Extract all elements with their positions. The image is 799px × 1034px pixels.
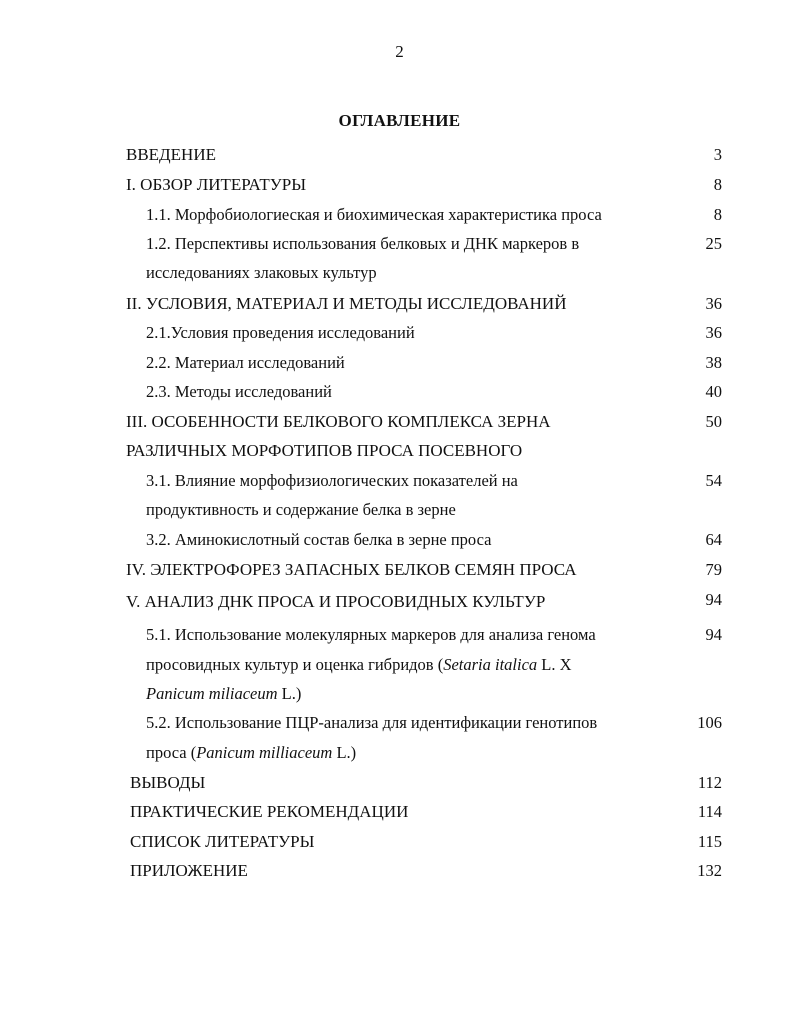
toc-entry-5-2-line1: 5.2. Использование ПЦР-анализа для идентификации генотипов	[146, 713, 598, 732]
toc-entry-recommendations: ПРАКТИЧЕСКИЕ РЕКОМЕНДАЦИИ	[130, 802, 409, 821]
toc-entry-chapter-3-line1: III. ОСОБЕННОСТИ БЕЛКОВОГО КОМПЛЕКСА ЗЕРНА	[126, 412, 551, 431]
toc-entry-3-1-line2: продуктивность и содержание белка в зерне	[146, 500, 456, 519]
toc-entry-3-1-line1: 3.1. Влияние морфофизиологических показателей на	[146, 471, 518, 490]
toc-entry-5-1-line1: 5.1. Использование молекулярных маркеров для анализа генома	[146, 625, 596, 644]
toc-entry-chapter-1: I. ОБЗОР ЛИТЕРАТУРЫ	[126, 175, 307, 194]
toc-page: 64	[705, 530, 722, 549]
toc-page: 94	[705, 590, 722, 609]
toc-page: 38	[705, 353, 722, 372]
toc-entry-5-1-line2: просовидных культур и оценка гибридов (Setaria italica L. X	[146, 655, 572, 674]
toc-page: 114	[697, 802, 722, 821]
toc-entry-chapter-4: IV. ЭЛЕКТРОФОРЕЗ ЗАПАСНЫХ БЕЛКОВ СЕМЯН ПРОСА	[126, 560, 577, 579]
toc-entry-2-1: 2.1.Условия проведения исследований	[146, 323, 415, 342]
toc-page: 8	[713, 205, 722, 224]
toc-page: 40	[705, 382, 722, 401]
toc-entry-3-2: 3.2. Аминокислотный состав белка в зерне проса	[146, 530, 492, 549]
toc-title: ОГЛАВЛЕНИЕ	[338, 111, 461, 130]
toc-entry-1-2-line1: 1.2. Перспективы использования белковых и ДНК маркеров в	[146, 234, 580, 253]
toc-entry-1-2-line2: исследованиях злаковых культур	[146, 263, 377, 282]
toc-entry-5-1-line3: Panicum miliaceum L.)	[146, 684, 302, 703]
toc-entry-chapter-5: V. АНАЛИЗ ДНК ПРОСА И ПРОСОВИДНЫХ КУЛЬТУР	[126, 592, 546, 611]
toc-page: 132	[697, 861, 722, 880]
toc-page: 106	[697, 713, 722, 732]
toc-entry-conclusions: ВЫВОДЫ	[130, 773, 206, 792]
toc-entry-5-2-line2: проса (Panicum milliaceum L.)	[146, 743, 357, 762]
toc-entry-1-1: 1.1. Морфобиологиеская и биохимическая характеристика проса	[146, 205, 602, 224]
toc-entry-references: СПИСОК ЛИТЕРАТУРЫ	[130, 832, 315, 851]
toc-page: 115	[697, 832, 722, 851]
toc-page: 50	[705, 412, 722, 431]
toc-page: 54	[705, 471, 722, 490]
toc-page: 36	[705, 294, 722, 313]
toc-entry-2-3: 2.3. Методы исследований	[146, 382, 332, 401]
toc-page: 94	[705, 625, 722, 644]
toc-page: 8	[713, 175, 722, 194]
toc-entry-chapter-3-line2: РАЗЛИЧНЫХ МОРФОТИПОВ ПРОСА ПОСЕВНОГО	[126, 441, 523, 460]
toc-page: 112	[697, 773, 722, 792]
toc-entry-introduction: ВВЕДЕНИЕ	[126, 145, 216, 164]
toc-entry-appendix: ПРИЛОЖЕНИЕ	[130, 861, 248, 880]
toc-page: 3	[713, 145, 722, 164]
toc-entry-2-2: 2.2. Материал исследований	[146, 353, 345, 372]
page-number: 2	[395, 42, 404, 61]
toc-page: 79	[705, 560, 722, 579]
toc-page: 25	[705, 234, 722, 253]
toc-entry-chapter-2: II. УСЛОВИЯ, МАТЕРИАЛ И МЕТОДЫ ИССЛЕДОВАНИЙ	[126, 294, 567, 313]
toc-page: 36	[705, 323, 722, 342]
